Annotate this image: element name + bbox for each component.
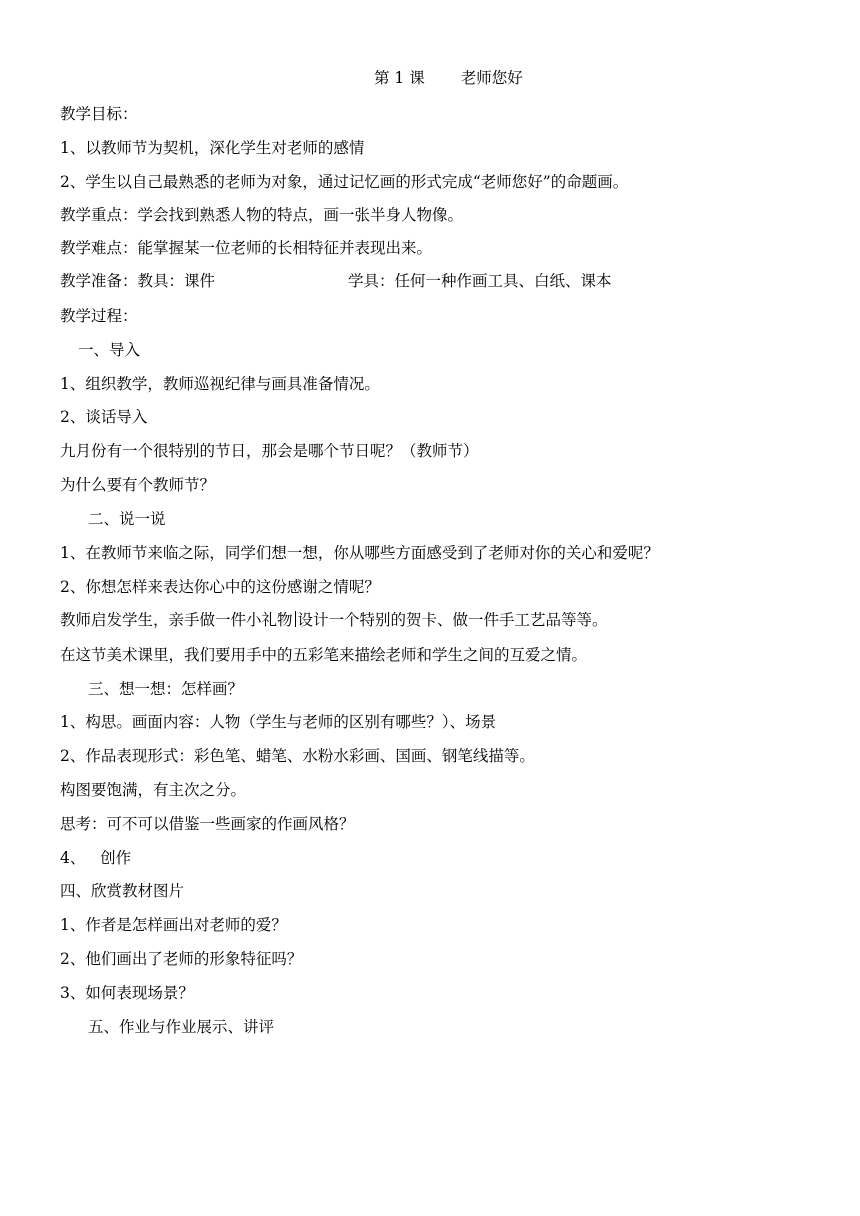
objective-1: 1、以教师节为契机，深化学生对老师的感情	[60, 139, 365, 157]
text-cursor	[295, 611, 296, 627]
objectives-heading: 教学目标：	[60, 105, 138, 123]
section-1-question: 九月份有一个很特别的节日，那会是哪个节日呢？（教师节）	[60, 442, 479, 460]
section-2-item-1: 1、在教师节来临之际，同学们想一想，你从哪些方面感受到了老师对你的关心和爱呢？	[60, 544, 659, 562]
section-4-item-2: 2、他们画出了老师的形象特征吗？	[60, 950, 303, 968]
section-1-heading: 一、导入	[78, 341, 141, 359]
process-heading: 教学过程：	[60, 307, 138, 325]
section-1-question-2: 为什么要有个教师节？	[60, 476, 216, 494]
preparation-student: 学具：任何一种作画工具、白纸、课本	[348, 272, 612, 290]
section-4-item-3: 3、如何表现场景？	[60, 984, 194, 1002]
lesson-title	[374, 68, 523, 88]
section-2-item-4: 在这节美术课里，我们要用手中的五彩笔来描绘老师和学生之间的互爱之情。	[60, 646, 588, 664]
section-3-item-2: 2、作品表现形式：彩色笔、蜡笔、水粉水彩画、国画、钢笔线描等。	[60, 747, 535, 765]
section-3-item-1: 1、构思。画面内容：人物（学生与老师的区别有哪些？）、场景	[60, 713, 497, 731]
objective-2: 2、学生以自己最熟悉的老师为对象，通过记忆画的形式完成“老师您好”的命题画。	[60, 173, 629, 191]
section-3-item-3: 构图要饱满，有主次之分。	[60, 781, 247, 799]
section-5-heading: 五、作业与作业展示、讲评	[88, 1018, 275, 1036]
section-1-item-2: 2、谈话导入	[60, 408, 148, 426]
preparation-teacher: 教学准备：教具：课件	[60, 272, 216, 290]
key-point: 教学重点：学会找到熟悉人物的特点，画一张半身人物像。	[60, 206, 464, 224]
section-1-item-1: 1、组织教学，教师巡视纪律与画具准备情况。	[60, 375, 380, 393]
section-2-item-3	[60, 610, 608, 630]
section-3-item-4: 思考：可不可以借鉴一些画家的作画风格？	[60, 815, 355, 833]
section-4-item-1: 1、作者是怎样画出对老师的爱？	[60, 916, 287, 934]
section-4-heading: 四、欣赏教材图片	[60, 882, 185, 900]
section-3-heading: 三、想一想：怎样画？	[88, 680, 244, 698]
difficult-point: 教学难点：能掌握某一位老师的长相特征并表现出来。	[60, 239, 433, 257]
section-2-item-2: 2、你想怎样来表达你心中的这份感谢之情呢？	[60, 578, 380, 596]
section-2-heading: 二、说一说	[88, 510, 166, 528]
lesson-name: 老师您好	[460, 69, 523, 87]
section-2-item-3-part-2: 设计一个特别的贺卡、做一件手工艺品等等。	[297, 611, 608, 629]
section-2-item-3-part-1: 教师启发学生，亲手做一件小礼物	[60, 611, 293, 629]
lesson-number: 第 1 课	[374, 69, 425, 87]
section-3-item-5: 4、 创作	[60, 849, 132, 867]
